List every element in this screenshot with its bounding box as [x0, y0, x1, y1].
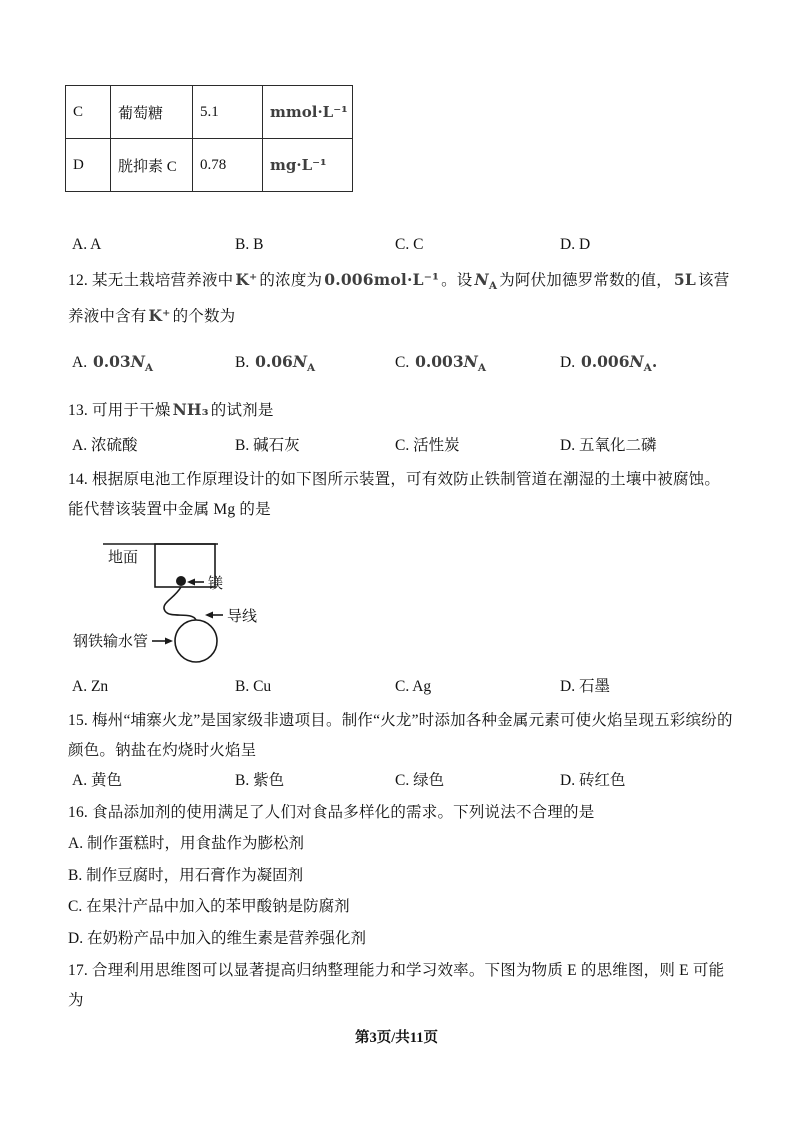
- q11-option-d: D. D: [560, 236, 591, 253]
- formula-k-plus: K⁺: [235, 270, 258, 289]
- table-row: [66, 139, 353, 192]
- q12-option-d: [560, 347, 733, 383]
- magnesium-arrowhead-icon: [187, 579, 195, 586]
- q14-option-d: D. 石墨: [560, 678, 610, 695]
- q12-options: [65, 347, 733, 383]
- q11-option-b: B. B: [235, 236, 264, 253]
- q16-option-d: D. 在奶粉产品中加入的维生素是营养强化剂: [68, 929, 366, 947]
- option-letter: D.: [560, 354, 576, 371]
- q14-stem: 14. 根据原电池工作原理设计的如下图所示装置，可有效防止铁制管道在潮湿的土壤中被腐蚀。能代替该装置中金属 Mg 的是: [68, 471, 721, 518]
- wire-curve: [164, 587, 196, 620]
- q15-option-a: A. 黄色: [72, 772, 122, 789]
- q12-option-a: [72, 347, 235, 383]
- q12-text: 为阿伏加德罗常数的值，: [499, 272, 672, 289]
- q17-stem: 17. 合理利用思维图可以显著提高归纳整理能力和学习效率。下图为物质 E 的思维图，则 E 可能为: [68, 962, 725, 1009]
- diagram-pipe-label: 钢铁输水管: [73, 634, 149, 650]
- q12-text: 该营养液中含有: [68, 272, 730, 325]
- q16-option-a: A. 制作蛋糕时，用食盐作为膨松剂: [68, 835, 304, 852]
- table-cell-unit: mg·L⁻¹: [263, 139, 353, 192]
- q15-option-c: C. 绿色: [395, 772, 445, 789]
- q13-text: 13. 可用于干燥: [68, 402, 171, 419]
- formula-volume: 5L: [673, 270, 696, 289]
- q11-option-a: A. A: [72, 236, 102, 253]
- q15-option-d: D. 砖红色: [560, 772, 626, 789]
- avogadro-n: N: [474, 270, 489, 289]
- q13-options: [65, 431, 733, 461]
- table-cell-substance: 胱抑素 C: [111, 139, 193, 192]
- q13-option-a: A. 浓硫酸: [72, 437, 138, 454]
- formula-na-value: $0.003N_A$: [415, 352, 486, 374]
- q12-text: 的个数为: [172, 308, 236, 325]
- formula-na-value: $0.006N_A$.: [580, 352, 658, 374]
- formula-nh3: NH₃: [172, 400, 209, 419]
- formula-na-value: $0.06N_A$: [255, 352, 316, 374]
- q15-option-b: B. 紫色: [235, 772, 285, 789]
- formula-concentration: 0.006mol·L⁻¹: [324, 270, 440, 289]
- formula-na-value: $0.03N_A$: [92, 352, 154, 374]
- q12-option-b: [235, 347, 395, 383]
- diagram-ground-label: 地面: [108, 550, 139, 566]
- q13-option-b: B. 碱石灰: [235, 437, 300, 454]
- table-cell-substance: 葡萄糖: [111, 86, 193, 139]
- table-row: [66, 86, 353, 139]
- table-cell-value: 5.1: [193, 86, 263, 139]
- option-letter: C.: [395, 354, 410, 371]
- q15-stem: 15. 梅州“埔寨火龙”是国家级非遗项目。制作“火龙”时添加各种金属元素可使火焰呈现五彩缤纷的颜色。钠盐在灼烧时火焰呈: [68, 712, 733, 759]
- q15-options: [65, 766, 733, 796]
- diagram-wire-label: 导线: [227, 609, 258, 625]
- q16-option-c: C. 在果汁产品中加入的苯甲酸钠是防腐剂: [68, 898, 350, 915]
- q14-option-c: C. Ag: [395, 678, 432, 695]
- q11-data-table: [65, 85, 353, 192]
- q11-options: [65, 230, 733, 260]
- q13-option-c: C. 活性炭: [395, 437, 460, 454]
- q14-diagram: [70, 531, 733, 666]
- q14-options: [65, 672, 733, 702]
- q16-options: [65, 828, 733, 954]
- q12-option-c: [395, 347, 560, 383]
- exam-page-content: [65, 85, 733, 1016]
- page-footer: 第3页/共11页: [355, 1030, 438, 1046]
- q13-text: 的试剂是: [210, 402, 274, 419]
- pipe-circle: [175, 620, 217, 662]
- formula-k-plus: K⁺: [148, 306, 171, 325]
- q14-option-b: B. Cu: [235, 678, 272, 695]
- formula-avogadro: [474, 270, 498, 292]
- option-letter: B.: [235, 354, 250, 371]
- q12-stem: [65, 265, 733, 332]
- q16-option-b: B. 制作豆腐时，用石膏作为凝固剂: [68, 866, 304, 884]
- q16-stem: 16. 食品添加剂的使用满足了人们对食品多样化的需求。下列说法不合理的是: [68, 804, 595, 821]
- table-cell-unit: mmol·L⁻¹: [263, 86, 353, 139]
- q12-text: 12. 某无土栽培营养液中: [68, 272, 234, 289]
- pipe-arrowhead-icon: [165, 638, 173, 645]
- table-cell-value: 0.78: [193, 139, 263, 192]
- table-cell-option-letter: C: [66, 86, 111, 139]
- wire-arrowhead-icon: [205, 612, 213, 619]
- electrode-dot: [176, 576, 186, 586]
- q12-text: 的浓度为: [259, 272, 323, 289]
- q11-option-c: C. C: [395, 236, 424, 253]
- q13-option-d: D. 五氧化二磷: [560, 437, 657, 454]
- q12-text: 。设: [441, 272, 473, 289]
- q14-option-a: A. Zn: [72, 678, 109, 695]
- avogadro-sub: A: [488, 280, 498, 292]
- diagram-magnesium-label: 镁: [208, 576, 224, 592]
- option-letter: A.: [72, 354, 88, 371]
- table-cell-option-letter: D: [66, 139, 111, 192]
- q13-stem: [65, 395, 733, 426]
